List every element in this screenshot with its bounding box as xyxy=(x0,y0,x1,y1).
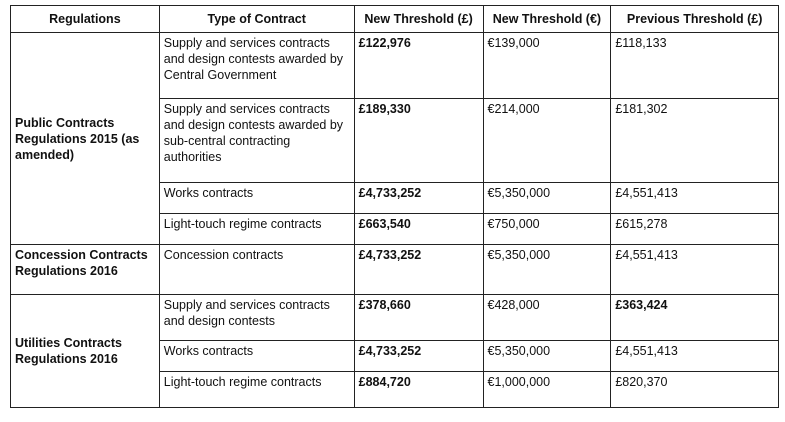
new-threshold-eur-cell: €214,000 xyxy=(483,99,611,183)
new-threshold-eur-cell: €5,350,000 xyxy=(483,183,611,214)
new-threshold-eur-cell: €750,000 xyxy=(483,214,611,245)
contract-type-cell: Supply and services contracts and design contests awarded by Central Government xyxy=(159,33,354,99)
header-previous-threshold-gbp: Previous Threshold (£) xyxy=(611,6,779,33)
new-threshold-eur-cell: €5,350,000 xyxy=(483,341,611,372)
previous-threshold-gbp-cell: £615,278 xyxy=(611,214,779,245)
regulation-cell: Public Contracts Regulations 2015 (as amended) xyxy=(11,33,160,245)
new-threshold-gbp-cell: £4,733,252 xyxy=(354,341,483,372)
table-row xyxy=(11,295,779,341)
new-threshold-eur-cell: €5,350,000 xyxy=(483,245,611,295)
previous-threshold-gbp-cell: £118,133 xyxy=(611,33,779,99)
contract-type-cell: Supply and services contracts and design contests xyxy=(159,295,354,341)
header-regulations: Regulations xyxy=(11,6,160,33)
table-row xyxy=(11,33,779,99)
header-row xyxy=(11,6,779,33)
new-threshold-gbp-cell: £884,720 xyxy=(354,372,483,408)
contract-type-cell: Works contracts xyxy=(159,183,354,214)
contract-type-cell: Concession contracts xyxy=(159,245,354,295)
previous-threshold-gbp-cell: £4,551,413 xyxy=(611,245,779,295)
regulation-cell: Concession Contracts Regulations 2016 xyxy=(11,245,160,295)
contract-type-cell: Light-touch regime contracts xyxy=(159,214,354,245)
new-threshold-gbp-cell: £189,330 xyxy=(354,99,483,183)
previous-threshold-gbp-cell: £4,551,413 xyxy=(611,341,779,372)
new-threshold-eur-cell: €1,000,000 xyxy=(483,372,611,408)
regulation-cell: Utilities Contracts Regulations 2016 xyxy=(11,295,160,408)
new-threshold-gbp-cell: £663,540 xyxy=(354,214,483,245)
thresholds-table xyxy=(10,5,779,408)
header-new-threshold-gbp: New Threshold (£) xyxy=(354,6,483,33)
contract-type-cell: Light-touch regime contracts xyxy=(159,372,354,408)
header-type-of-contract: Type of Contract xyxy=(159,6,354,33)
new-threshold-eur-cell: €139,000 xyxy=(483,33,611,99)
new-threshold-gbp-cell: £378,660 xyxy=(354,295,483,341)
new-threshold-gbp-cell: £4,733,252 xyxy=(354,183,483,214)
previous-threshold-gbp-cell: £4,551,413 xyxy=(611,183,779,214)
contract-type-cell: Works contracts xyxy=(159,341,354,372)
new-threshold-gbp-cell: £122,976 xyxy=(354,33,483,99)
header-new-threshold-eur: New Threshold (€) xyxy=(483,6,611,33)
new-threshold-eur-cell: €428,000 xyxy=(483,295,611,341)
previous-threshold-gbp-cell: £820,370 xyxy=(611,372,779,408)
previous-threshold-gbp-cell: £181,302 xyxy=(611,99,779,183)
table-row xyxy=(11,245,779,295)
previous-threshold-gbp-cell: £363,424 xyxy=(611,295,779,341)
contract-type-cell: Supply and services contracts and design contests awarded by sub-central contracting authorities xyxy=(159,99,354,183)
new-threshold-gbp-cell: £4,733,252 xyxy=(354,245,483,295)
